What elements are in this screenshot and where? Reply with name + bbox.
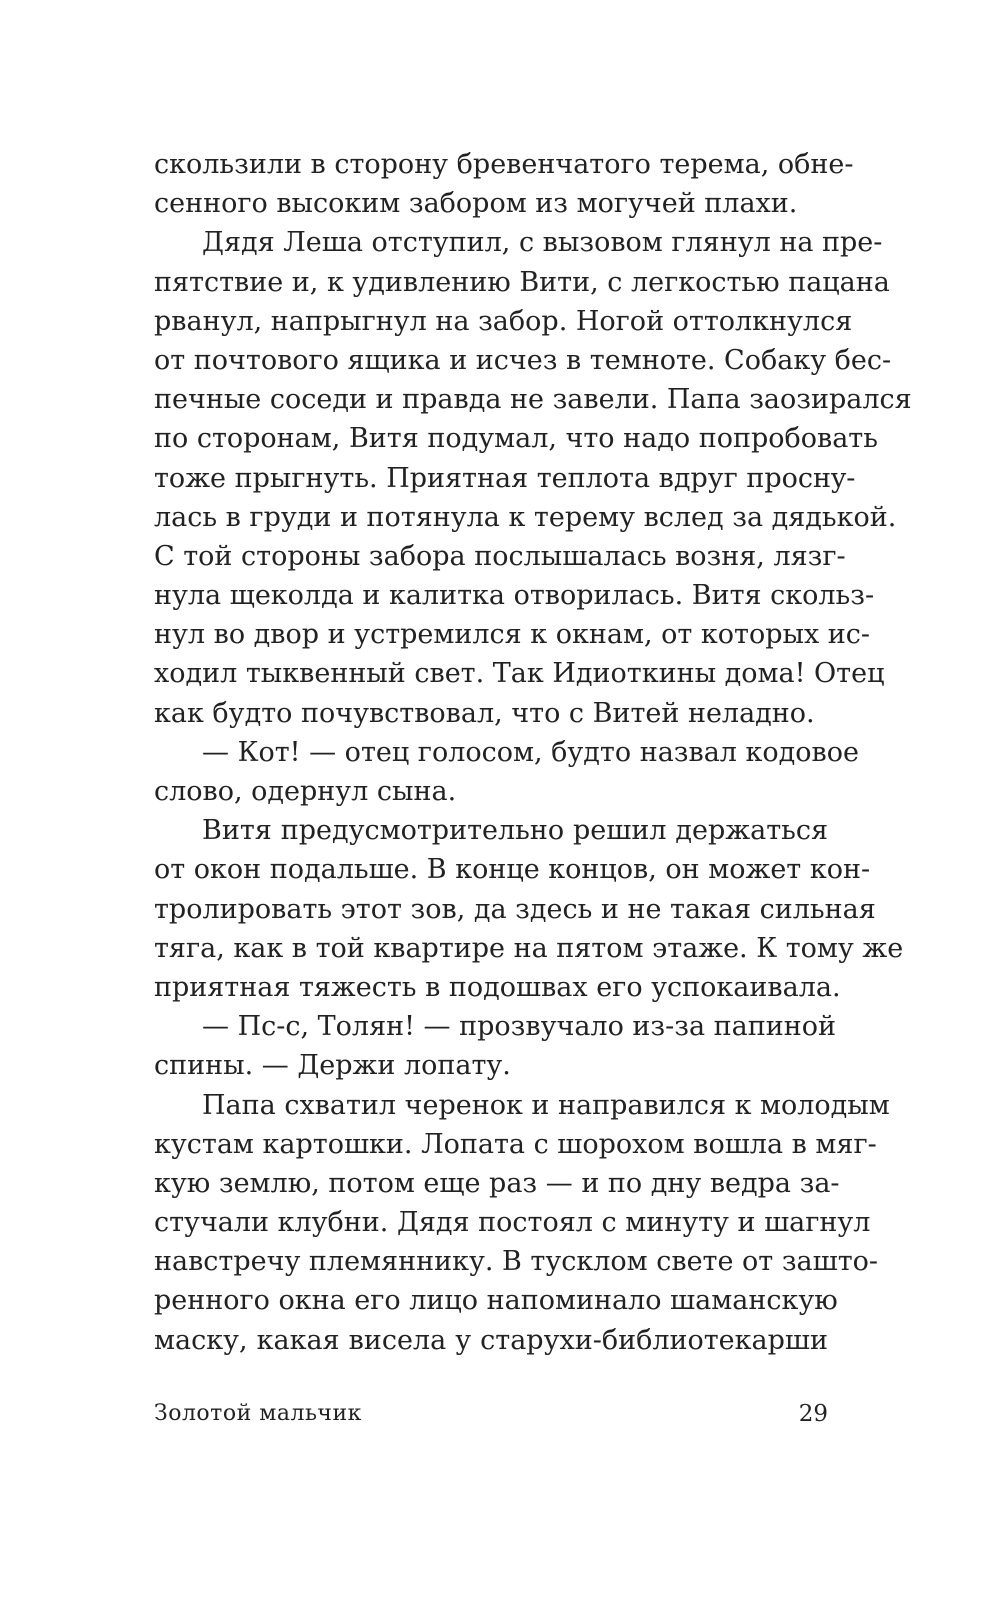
- text-line: Папа схватил черенок и направился к молодым: [202, 1089, 890, 1121]
- text-line: от почтового ящика и исчез в темноте. Собаку бес-: [154, 344, 892, 376]
- page-footer: [154, 1398, 828, 1430]
- text-line: спины. — Держи лопату.: [154, 1050, 511, 1082]
- text-line: — Пс-с, Толян! — прозвучало из-за папиной: [202, 1011, 836, 1043]
- text-line: С той стороны забора послышалась возня, лязг-: [154, 540, 846, 572]
- text-line: как будто почувствовал, что с Витей неладно.: [154, 697, 815, 729]
- text-line: рванул, напрыгнул на забор. Ногой оттолкнулся: [154, 305, 853, 337]
- text-line: от окон подальше. В конце концов, он может кон-: [154, 854, 871, 886]
- text-line: приятная тяжесть в подошвах его успокаивала.: [154, 971, 841, 1003]
- text-line: стучали клубни. Дядя постоял с минуту и шагнул: [154, 1207, 871, 1239]
- text-line: сенного высоким забором из могучей плахи.: [154, 188, 798, 220]
- text-line: нула щеколда и калитка отворилась. Витя скольз-: [154, 580, 875, 612]
- text-line: печные соседи и правда не завели. Папа заозирался: [154, 384, 912, 416]
- text-line: нул во двор и устремился к окнам, от которых ис-: [154, 619, 871, 651]
- text-line: кую землю, потом еще раз — и по дну ведра за-: [154, 1167, 840, 1199]
- text-line: кустам картошки. Лопата с шорохом вошла в мяг-: [154, 1128, 877, 1160]
- text-line: ренного окна его лицо напоминало шаманскую: [154, 1285, 838, 1317]
- body-text: [154, 145, 912, 1360]
- text-line: навстречу племяннику. В тусклом свете от зашто-: [154, 1246, 879, 1278]
- running-title: Золотой мальчик: [154, 1401, 362, 1426]
- text-line: по сторонам, Витя подумал, что надо попробовать: [154, 423, 878, 455]
- text-line: Дядя Леша отступил, с вызовом глянул на пре-: [202, 227, 883, 259]
- text-line: тролировать этот зов, да здесь и не такая сильная: [154, 893, 876, 925]
- text-line: лась в груди и потянула к терему вслед за дядькой.: [154, 501, 897, 533]
- text-line: Витя предусмотрительно решил держаться: [202, 815, 828, 847]
- text-line: тоже прыгнуть. Приятная теплота вдруг проснy-: [154, 462, 856, 494]
- text-line: маску, какая висела у старухи-библиотекарши: [154, 1324, 828, 1356]
- text-line: скользили в сторону бревенчатого терема, обне-: [154, 149, 854, 180]
- page-number: 29: [798, 1401, 828, 1427]
- text-line: ходил тыквенный свет. Так Идиоткины дома! Отец: [154, 658, 885, 690]
- text-line: тяга, как в той квартире на пятом этаже. К тому же: [154, 932, 904, 964]
- text-line: слово, одернул сына.: [154, 776, 457, 807]
- text-line: — Кот! — отец голосом, будто назвал кодовое: [202, 736, 859, 768]
- text-line: пятствие и, к удивлению Вити, с легкостью пацана: [154, 266, 890, 298]
